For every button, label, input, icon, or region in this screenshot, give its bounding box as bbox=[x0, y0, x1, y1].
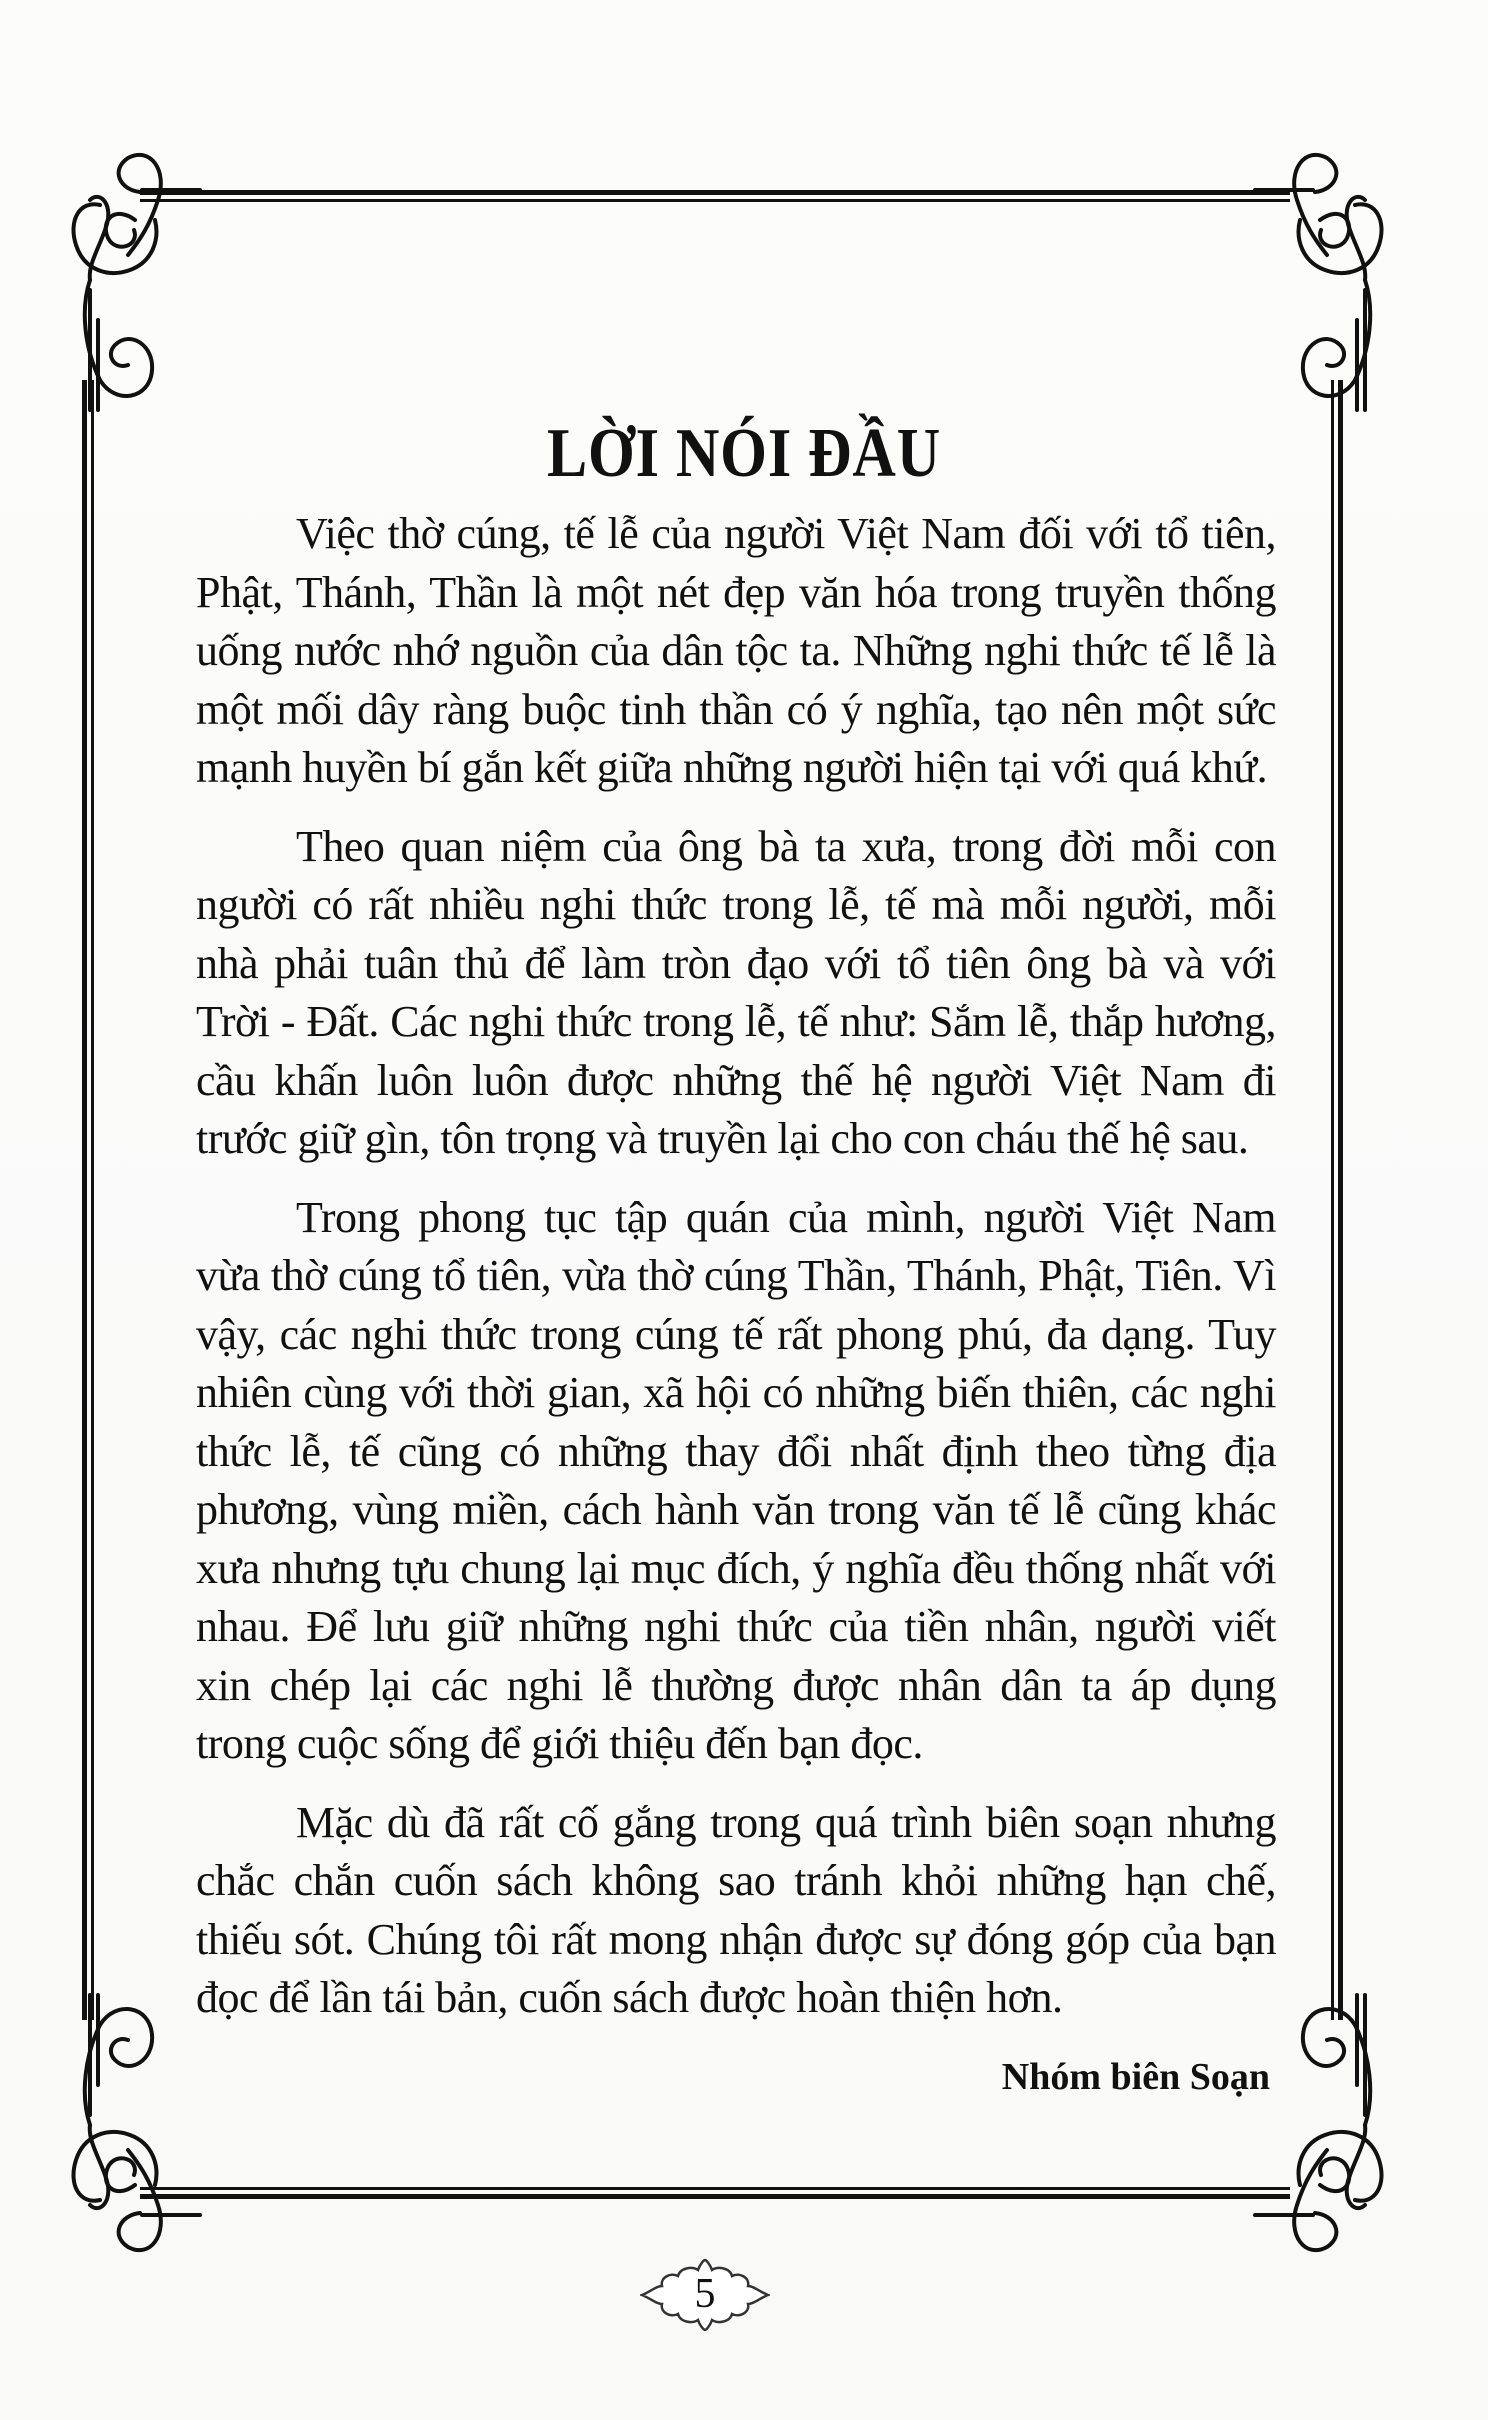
frame-top-border bbox=[140, 190, 1290, 202]
paragraph-3: Trong phong tục tập quán của mình, người Việt Nam vừa thờ cúng tổ tiên, vừa thờ cúng Thần, Thánh, Phật, Tiên. Vì vậy, các nghi thức trong cúng tế rất phong phú, đa dạng. Tuy nhiên cùng với thời gian, xã hội có những biến thiên, các nghi thức lễ, tế cũng có những thay đổi nhất định theo từng địa phương, vùng miền, cách hành văn trong văn tế lễ cũng khác xưa nhưng tựu chung lại mục đích, ý nghĩa đều thống nhất với nhau. Để lưu giữ những nghi thức của tiền nhân, người viết xin chép lại các nghi lễ thường được nhân dân ta áp dụng trong cuộc sống để giới thiệu đến bạn đọc. bbox=[196, 1192, 1276, 1768]
flourish-corner-bottom-left-icon bbox=[60, 1995, 180, 2255]
paragraph-4: Mặc dù đã rất cố gắng trong quá trình biên soạn nhưng chắc chắn cuốn sách không sao tránh khỏi những hạn chế, thiếu sót. Chúng tôi rất mong nhận được sự đóng góp của bạn đọc để lần tái bản, cuốn sách được hoàn thiện hơn. bbox=[196, 1797, 1276, 2022]
frame-right-border bbox=[1331, 380, 1343, 2020]
author-signature: Nhóm biên Soạn bbox=[1001, 2056, 1270, 2098]
frame-left-border bbox=[82, 380, 94, 2020]
paragraph-2: Theo quan niệm của ông bà ta xưa, trong đời mỗi con người có rất nhiều nghi thức trong lễ, tế mà mỗi người, mỗi nhà phải tuân thủ để làm tròn đạo với tổ tiên ông bà và với Trời - Đất. Các nghi thức trong lễ, tế như: Sắm lễ, thắp hương, cầu khấn luôn luôn được những thế hệ người Việt Nam đi trước giữ gìn, tôn trọng và truyền lại cho con cháu thế hệ sau. bbox=[196, 821, 1276, 1163]
preface-body bbox=[196, 505, 1276, 2028]
frame-bottom-border bbox=[140, 2187, 1290, 2199]
flourish-corner-top-right-icon bbox=[1275, 150, 1395, 410]
flourish-corner-top-left-icon bbox=[60, 150, 180, 410]
paragraph-1: Việc thờ cúng, tế lễ của người Việt Nam đối với tổ tiên, Phật, Thánh, Thần là một nét đẹp văn hóa trong truyền thống uống nước nhớ nguồn của dân tộc ta. Những nghi thức tế lễ là một mối dây ràng buộc tinh thần có ý nghĩa, tạo nên một sức mạnh huyền bí gắn kết giữa những người hiện tại với quá khứ. bbox=[196, 509, 1276, 792]
flourish-corner-bottom-right-icon bbox=[1275, 1995, 1395, 2255]
page-title: LỜI NÓI ĐẦU bbox=[546, 414, 942, 492]
page-number: 5 bbox=[694, 2271, 716, 2317]
